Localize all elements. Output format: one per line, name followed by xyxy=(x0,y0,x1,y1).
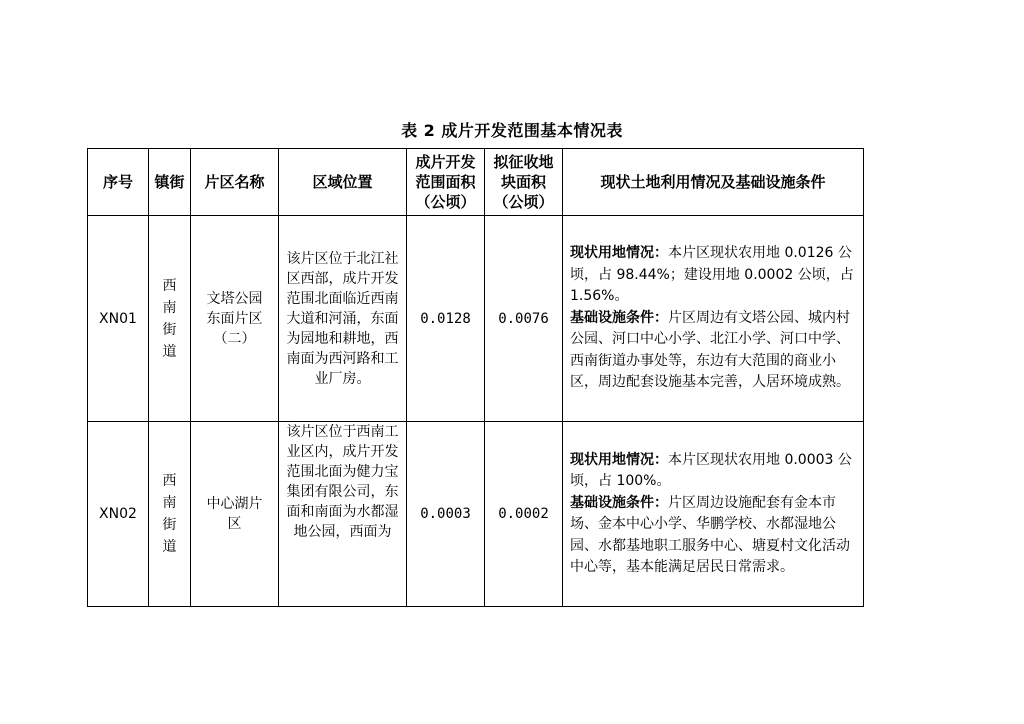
infra-text: 片区周边有文塔公园、城内村公园、河口中心小学、北江小学、河口中学、西南街道办事处等，东边有大范围的商业小区，周边配套设施基本完善，人居环境成熟。 xyxy=(570,309,850,391)
cell-expropriation: 0.0076 xyxy=(485,216,563,422)
landuse-text: 本片区现状农用地 0.0003 公顷，占 100%。 xyxy=(570,451,852,489)
header-seq: 序号 xyxy=(88,149,149,216)
landuse-label: 现状用地情况： xyxy=(570,451,668,468)
table-title: 表 2 成片开发范围基本情况表 xyxy=(401,121,623,140)
table-row xyxy=(88,422,864,607)
cell-conditions xyxy=(563,216,864,422)
header-town: 镇街 xyxy=(149,149,191,216)
cell-area: 0.0128 xyxy=(407,216,485,422)
header-expropriation: 拟征收地块面积（公顷） xyxy=(485,149,563,216)
cell-location: 该片区位于西南工业区内，成片开发范围北面为健力宝集团有限公司，东面和南面为水都湿地公园，西面为 xyxy=(279,422,407,607)
header-conditions: 现状土地利用情况及基础设施条件 xyxy=(563,149,864,216)
cell-area: 0.0003 xyxy=(407,422,485,607)
cell-conditions xyxy=(563,422,864,607)
header-location: 区域位置 xyxy=(279,149,407,216)
infra-label: 基础设施条件： xyxy=(570,309,668,326)
cell-location: 该片区位于北江社区西部，成片开发范围北面临近西南大道和河涌，东面为园地和耕地，西南面为西河路和工业厂房。 xyxy=(279,216,407,422)
landuse-text: 本片区现状农用地 0.0126 公顷，占 98.44%；建设用地 0.0002 公顷，占 1.56%。 xyxy=(570,245,854,305)
cell-zone: 文塔公园东面片区（二） xyxy=(191,216,279,422)
table-header-row xyxy=(88,149,864,216)
table-row xyxy=(88,216,864,422)
cell-expropriation: 0.0002 xyxy=(485,422,563,607)
cell-town: 西南街道 xyxy=(149,216,191,422)
cell-seq: XN02 xyxy=(88,422,149,607)
header-area: 成片开发范围面积（公顷） xyxy=(407,149,485,216)
cell-seq: XN01 xyxy=(88,216,149,422)
infra-label: 基础设施条件： xyxy=(570,494,668,511)
cell-zone: 中心湖片区 xyxy=(191,422,279,607)
cell-town: 西南街道 xyxy=(149,422,191,607)
landuse-label: 现状用地情况： xyxy=(570,245,668,262)
infra-text: 片区周边设施配套有金本市场、金本中心小学、华鹏学校、水都湿地公园、水都基地职工服务中心、塘夏村文化活动中心等，基本能满足居民日常需求。 xyxy=(570,494,850,575)
development-scope-table xyxy=(87,148,864,607)
header-zone: 片区名称 xyxy=(191,149,279,216)
